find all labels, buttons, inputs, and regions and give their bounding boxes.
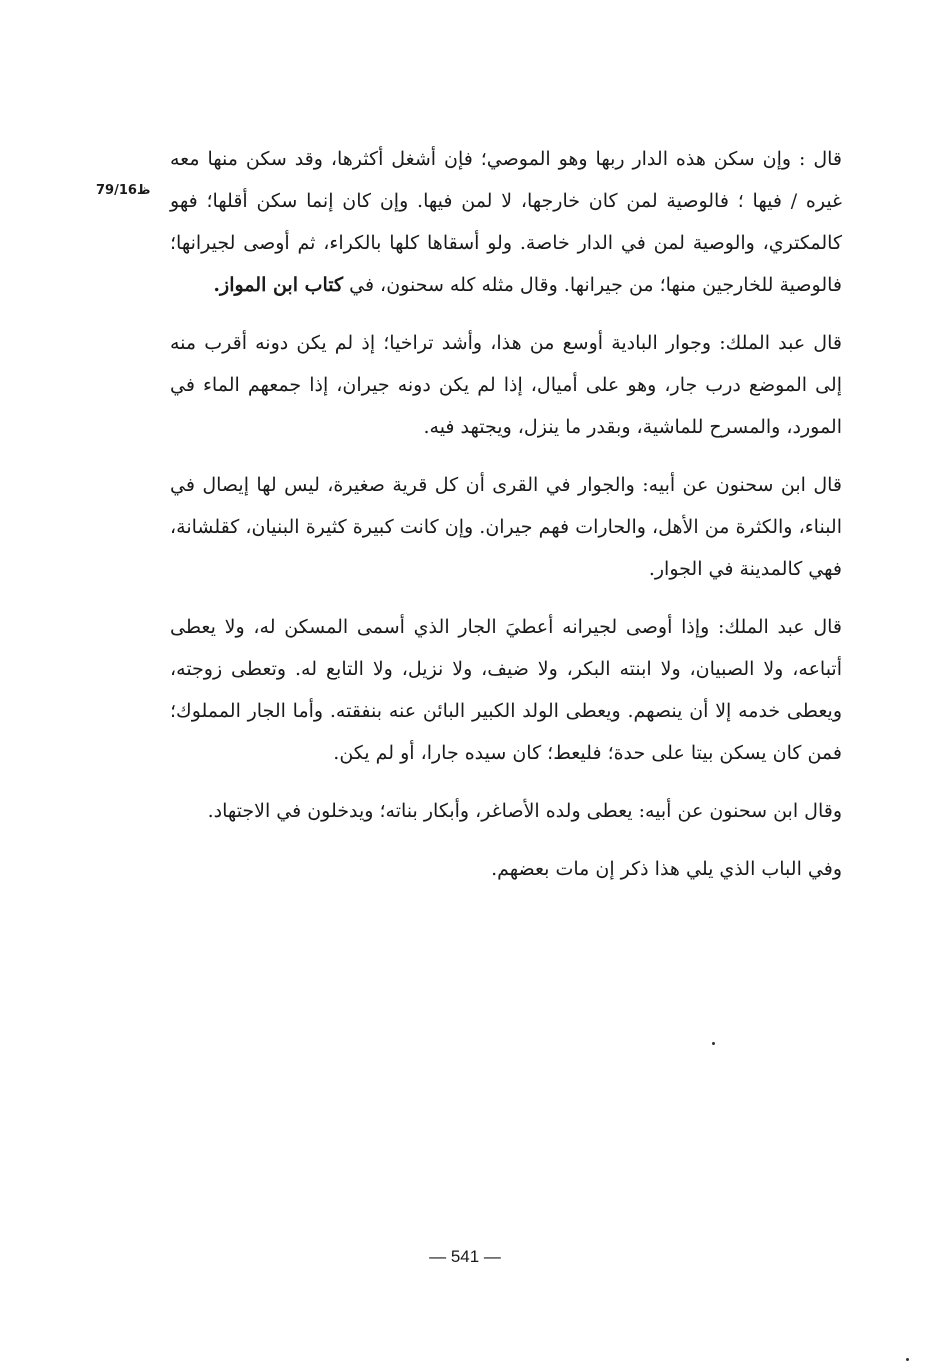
paragraph-6 bbox=[170, 848, 842, 890]
paragraph-1 bbox=[170, 138, 842, 306]
paragraph-2-text: قال عبد الملك: وجوار البادية أوسع من هذا، وأشد تراخيا؛ إذ لم يكن دونه أقرب منه إلى الموضع درب جار، وهو على أميال، إذا لم يكن دونه جيران، إذا جمعهم الماء في المورد، والمسرح للماشية، وبقدر ما ينزل، ويجتهد فيه. bbox=[170, 332, 842, 438]
paragraph-6-text: وفي الباب الذي يلي هذا ذكر إن مات بعضهم. bbox=[491, 858, 842, 880]
paragraph-4-text: قال عبد الملك: وإذا أوصى لجيرانه أعطيَ الجار الذي أسمى المسكن له، ولا يعطى أتباعه، ولا الصبيان، ولا ابنته البكر، ولا ضيف، ولا نزيل، ولا التابع له. وتعطى زوجته، ويعطى خدمه إلا أن ينصهم. ويعطى الولد الكبير البائن عنه بنفقته. وأما الجار المملوك؛ فمن كان يسكن بيتا على حدة؛ فليعط؛ كان سيده جارا، أو لم يكن. bbox=[170, 616, 842, 764]
paragraph-5-text: وقال ابن سحنون عن أبيه: يعطى ولده الأصاغر، وأبكار بناته؛ ويدخلون في الاجتهاد. bbox=[207, 800, 842, 822]
paragraph-4 bbox=[170, 606, 842, 774]
paragraph-5 bbox=[170, 790, 842, 832]
paragraph-1-text: قال : وإن سكن هذه الدار ربها وهو الموصي؛ فإن أشغل أكثرها، وقد سكن منها معه غيره / فيها ؛ فالوصية لمن كان خارجها، لا لمن فيها. وإن كان إنما سكن أقلها؛ فهو كالمكتري، والوصية لمن في الدار خاصة. ولو أسقاها كلها بالكراء، ثم أوصى لجيرانها؛ فالوصية للخارجين منها؛ من جيرانها. وقال مثله كله سحنون، في bbox=[170, 148, 842, 296]
ink-speck bbox=[712, 1042, 715, 1045]
body-text bbox=[170, 138, 842, 906]
margin-folio-note: 79/16ظ bbox=[96, 183, 151, 198]
page-number: — 541 — bbox=[429, 1247, 501, 1266]
paragraph-3 bbox=[170, 464, 842, 590]
ink-speck bbox=[906, 1358, 909, 1361]
paragraph-3-text: قال ابن سحنون عن أبيه: والجوار في القرى أن كل قرية صغيرة، ليس لها إيصال في البناء، والكثرة من الأهل، والحارات فهم جيران. وإن كانت كبيرة كثيرة البنيان، كقلشانة، فهي كالمدينة في الجوار. bbox=[170, 474, 842, 580]
paragraph-2 bbox=[170, 322, 842, 448]
paragraph-1-book-reference: كتاب ابن المواز. bbox=[213, 274, 344, 296]
